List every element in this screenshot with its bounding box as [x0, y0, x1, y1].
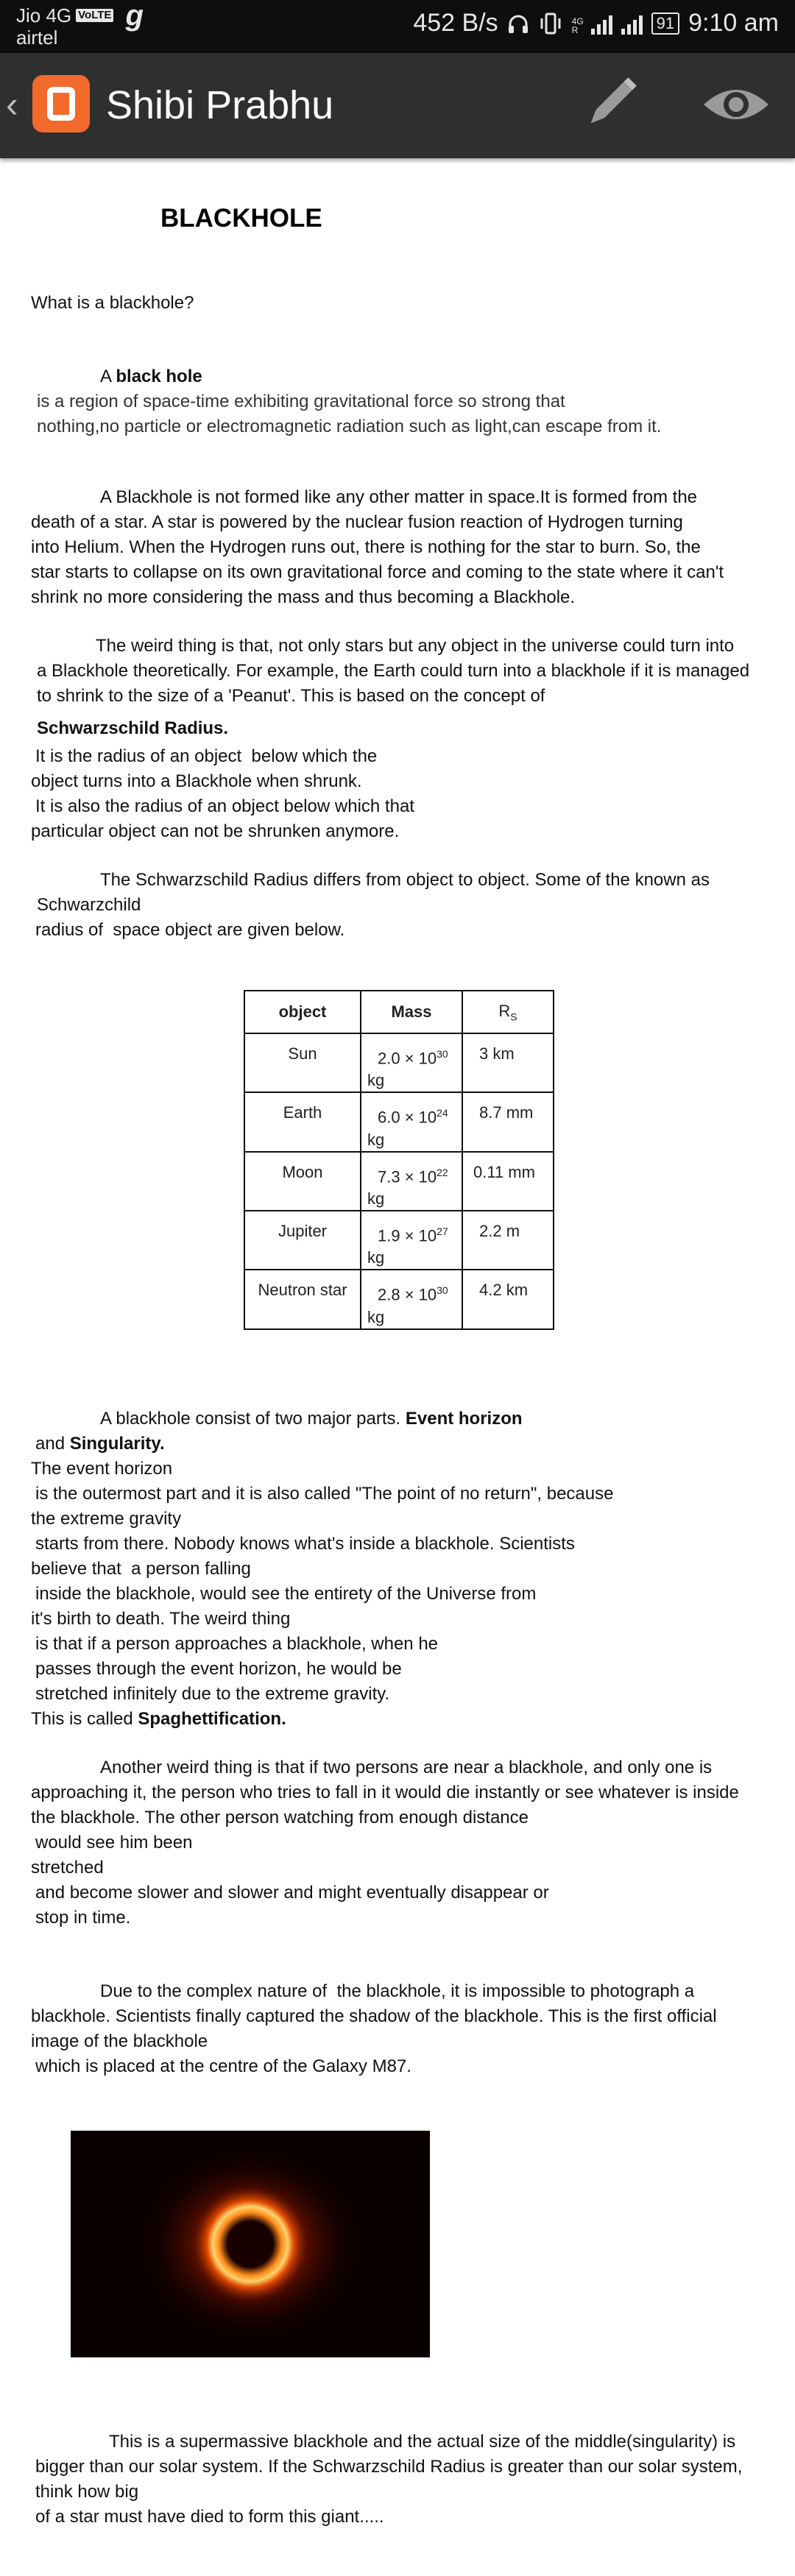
para4-line-3: radius of space object are given below.	[35, 920, 345, 940]
para3-line-4: It is the radius of an object below which the	[35, 746, 378, 766]
para5-line-3: the extreme gravity	[31, 1509, 182, 1529]
para5-line-10: stretched infinitely due to the extreme gravity.	[35, 1684, 390, 1704]
para7-line-2: blackhole. Scientists finally captured the shadow of the blackhole. This is the first official	[31, 2006, 717, 2026]
table-header-row	[244, 991, 554, 1033]
app-bar	[0, 53, 795, 158]
mass-exponent: 30	[437, 1284, 448, 1297]
clock: 9:10 am	[688, 9, 779, 37]
para8-line-4: of a star must have died to form this giant.....	[35, 2507, 384, 2527]
definition-lead	[100, 364, 202, 389]
blackhole-m87-image[interactable]	[71, 2131, 430, 2357]
para6-line-4: would see him been	[35, 1833, 193, 1853]
para8-line-1: This is a supermassive blackhole and the actual size of the middle(singularity) is	[109, 2432, 736, 2452]
para4-line-2: Schwarzchild	[37, 895, 141, 915]
carrier-jio: Jio 4G	[16, 4, 72, 26]
para5-bold1: Event horizon	[405, 1409, 523, 1429]
para5-line-7: it's birth to death. The weird thing	[31, 1609, 291, 1629]
battery-icon: 91	[651, 13, 679, 35]
table-cell	[361, 1211, 462, 1269]
para2-line-4: star starts to collapse on its own gravitational force and coming to the state where it can't	[31, 562, 724, 582]
mass-exponent: 24	[437, 1107, 448, 1119]
mass-exponent: 22	[437, 1166, 448, 1178]
para5-bold3: Spaghettification.	[138, 1709, 286, 1729]
mass-unit: kg	[367, 1307, 385, 1326]
table-cell: Neutron star	[258, 1281, 347, 1300]
headphones-icon	[507, 13, 529, 35]
para5-line-2: is the outermost part and it is also called "The point of no return", because	[35, 1484, 614, 1504]
mass-exponent: 30	[437, 1048, 448, 1060]
back-chevron-icon[interactable]: ‹	[6, 84, 18, 125]
blog-title[interactable]: Shibi Prabhu	[106, 83, 334, 127]
definition-line-1: is a region of space-time exhibiting gravitational force so strong that	[37, 392, 565, 411]
mass-unit: kg	[367, 1248, 385, 1267]
table-header: object	[244, 991, 361, 1033]
para5-line-5: believe that a person falling	[31, 1559, 251, 1579]
table-header: Mass	[361, 991, 462, 1033]
para6-line-7: stop in time.	[35, 1908, 131, 1928]
mass-value: 2.8 × 10	[378, 1285, 437, 1304]
table-cell	[361, 1153, 462, 1210]
table-row	[244, 1211, 554, 1270]
blogger-logo-icon[interactable]	[32, 75, 90, 132]
table-cell	[361, 1034, 462, 1091]
para5-line-8: is that if a person approaches a blackhole, when he	[35, 1634, 439, 1654]
vibrate-icon	[538, 12, 563, 35]
para5-lead	[100, 1406, 523, 1432]
para6-line-2: approaching it, the person who tries to fall in it would die instantly or see whatever is inside	[31, 1783, 739, 1802]
para5-and: and	[35, 1434, 70, 1454]
para3-line-7: particular object can not be shrunken anymore.	[31, 821, 400, 841]
para2-line-1: A Blackhole is not formed like any other matter in space.It is formed from the	[100, 487, 698, 507]
rs-subscript: S	[510, 1011, 517, 1023]
para5-a: A blackhole consist of two major parts.	[100, 1409, 406, 1429]
network-speed: 452 B/s	[413, 9, 498, 37]
mass-value: 1.9 × 10	[378, 1226, 437, 1245]
para3-line-2: a Blackhole theoretically. For example, the Earth could turn into a blackhole if it is managed	[37, 661, 750, 681]
table-cell: 4.2 km	[479, 1281, 529, 1300]
page-title: BLACKHOLE	[160, 204, 322, 233]
edit-pencil-icon[interactable]	[574, 69, 645, 140]
para5-line-11	[31, 1707, 286, 1732]
schwarzschild-table	[244, 990, 554, 1330]
question-text: What is a blackhole?	[31, 293, 194, 313]
para4-line-1: The Schwarzschild Radius differs from object to object. Some of the known as	[100, 870, 710, 890]
mass-value: 7.3 × 10	[378, 1167, 437, 1186]
signal-icon-1	[591, 13, 612, 35]
volte-badge: VoLTE	[76, 9, 113, 22]
network-type: 4G R	[571, 15, 584, 35]
table-cell: 0.11 mm	[473, 1162, 535, 1181]
mass-exponent: 27	[437, 1225, 448, 1237]
para3-line-6: It is also the radius of an object below which that	[35, 796, 414, 816]
para5-called: This is called	[31, 1709, 138, 1729]
definition-a: A	[100, 367, 116, 386]
mass-unit: kg	[367, 1130, 385, 1149]
table-row	[244, 1092, 554, 1151]
para7-line-4: which is placed at the centre of the Galaxy M87.	[35, 2056, 411, 2076]
table-cell: Moon	[282, 1162, 323, 1181]
para5-line-4: starts from there. Nobody knows what's inside a blackhole. Scientists	[35, 1534, 575, 1554]
table-row	[244, 1270, 554, 1328]
para2-line-2: death of a star. A star is powered by the nuclear fusion reaction of Hydrogen turning	[31, 512, 683, 532]
preview-eye-icon[interactable]	[699, 75, 773, 134]
para2-line-5: shrink no more considering the mass and thus becoming a Blackhole.	[31, 587, 576, 607]
table-cell: 8.7 mm	[479, 1103, 534, 1122]
mass-unit: kg	[367, 1071, 385, 1090]
status-bar	[0, 0, 795, 53]
mass-value: 2.0 × 10	[378, 1049, 437, 1068]
g-network-icon: g	[125, 0, 144, 32]
para5-line-6: inside the blackhole, would see the entirety of the Universe from	[35, 1584, 537, 1604]
table-cell: Jupiter	[278, 1221, 328, 1240]
table-header	[462, 991, 554, 1033]
carrier-airtel: airtel	[16, 26, 58, 49]
rs-symbol: R	[498, 1001, 511, 1020]
mass-unit: kg	[367, 1189, 385, 1208]
para7-line-1: Due to the complex nature of the blackhole, it is impossible to photograph a	[100, 1981, 695, 2001]
para2-line-3: into Helium. When the Hydrogen runs out, there is nothing for the star to burn. So, the	[31, 537, 701, 557]
para6-line-6: and become slower and slower and might eventually disappear or	[35, 1883, 549, 1903]
mass-value: 6.0 × 10	[378, 1108, 437, 1127]
table-row	[244, 1033, 554, 1092]
table-row	[244, 1152, 554, 1211]
para8-line-2: bigger than our solar system. If the Schwarzschild Radius is greater than our solar system,	[35, 2457, 743, 2477]
para6-line-1: Another weird thing is that if two persons are near a blackhole, and only one is	[100, 1758, 713, 1777]
table-cell	[361, 1093, 462, 1150]
definition-line-2: nothing,no particle or electromagnetic radiation such as light,can escape from it.	[37, 417, 662, 436]
para5-and-line	[35, 1432, 165, 1457]
para3-bold: Schwarzschild Radius.	[37, 718, 229, 738]
table-cell: Earth	[283, 1103, 322, 1122]
para5-line-1: The event horizon	[31, 1459, 173, 1479]
signal-icon-2	[621, 13, 643, 35]
table-cell: Sun	[288, 1044, 317, 1063]
para5-line-9: passes through the event horizon, he would be	[35, 1659, 402, 1679]
table-cell	[361, 1270, 462, 1328]
definition-bold: black hole	[116, 367, 202, 386]
table-cell: 3 km	[479, 1044, 515, 1063]
para8-line-3: think how big	[35, 2482, 139, 2502]
para6-line-5: stretched	[31, 1858, 104, 1878]
table-cell: 2.2 m	[479, 1221, 520, 1240]
status-icons	[413, 9, 779, 38]
para3-line-1: The weird thing is that, not only stars but any object in the universe could turn into	[96, 636, 735, 656]
carrier-info	[16, 0, 144, 49]
para3-line-5: object turns into a Blackhole when shrunk.	[31, 771, 362, 791]
blackhole-image-art	[71, 2131, 430, 2357]
para5-bold2: Singularity.	[69, 1434, 165, 1454]
para7-line-3: image of the blackhole	[31, 2031, 208, 2051]
para6-line-3: the blackhole. The other person watching from enough distance	[31, 1808, 529, 1827]
para3-line-3: to shrink to the size of a 'Peanut'. This is based on the concept of	[37, 686, 545, 706]
